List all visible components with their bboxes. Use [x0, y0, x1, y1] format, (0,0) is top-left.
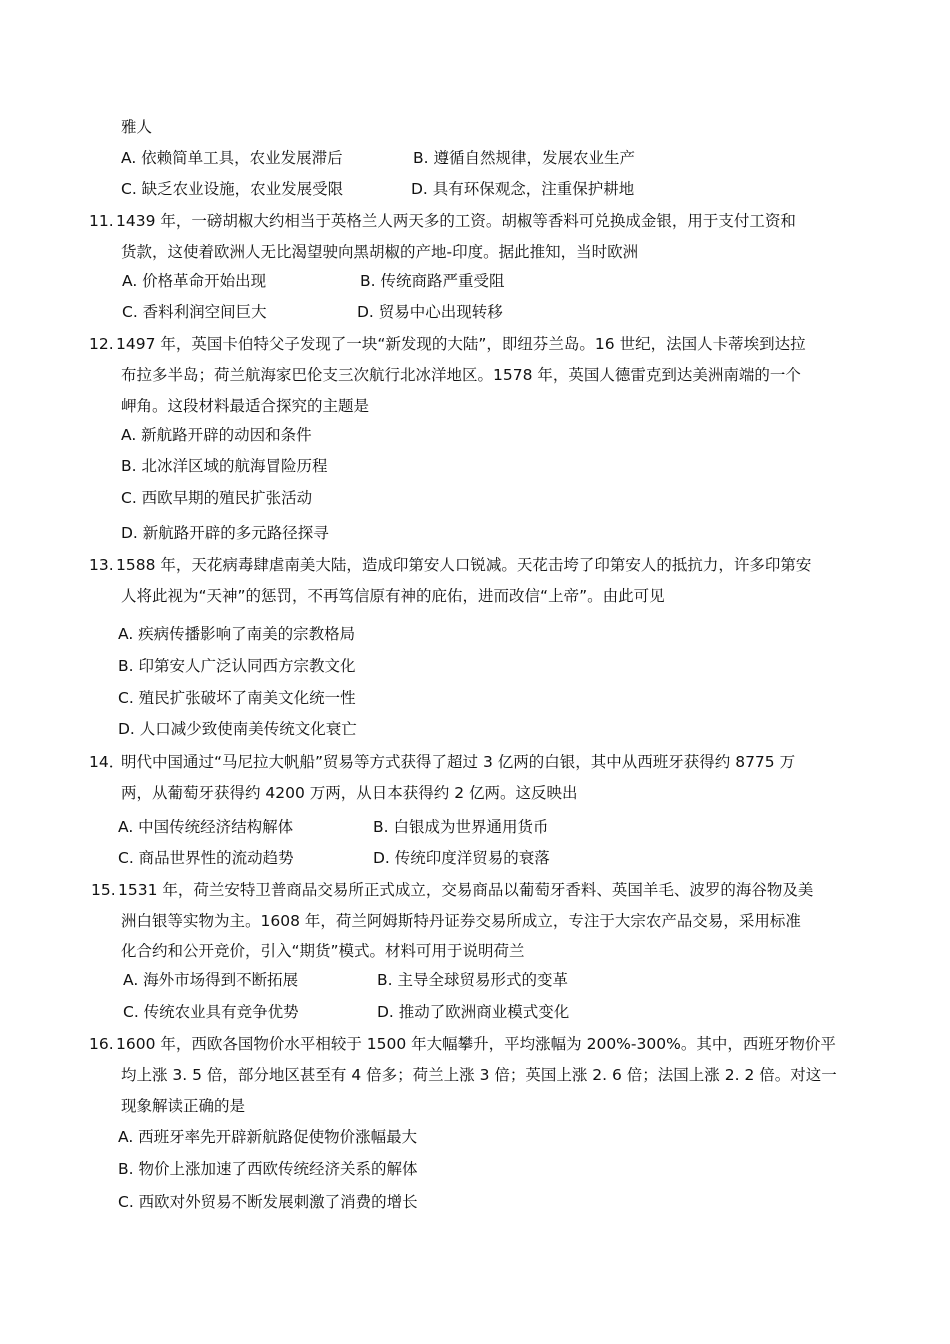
q13-option-d: D. 人口减少致使南美传统文化衰亡 — [118, 720, 357, 738]
q16-option-a: A. 西班牙率先开辟新航路促使物价涨幅最大 — [118, 1128, 418, 1146]
q11-stem-line-1: 1439 年，一磅胡椒大约相当于英格兰人两天多的工资。胡椒等香料可兑换成金银，用于支付工资和 — [116, 212, 796, 230]
q14-option-d: D. 传统印度洋贸易的衰落 — [373, 849, 550, 867]
q14-option-b: B. 白银成为世界通用货币 — [373, 818, 549, 836]
q16-option-c: C. 西欧对外贸易不断发展刺激了消费的增长 — [118, 1193, 418, 1211]
q10-stem-tail: 雅人 — [121, 118, 153, 136]
q16-stem-line-2: 均上涨 3. 5 倍，部分地区甚至有 4 倍多；荷兰上涨 3 倍；英国上涨 2. 6 倍；法国上涨 2. 2 倍。对这一 — [121, 1066, 837, 1084]
q11-option-d: D. 贸易中心出现转移 — [357, 303, 503, 321]
q13-stem-line-2: 人将此视为“天神”的惩罚，不再笃信原有神的庇佑，进而改信“上帝”。由此可见 — [121, 587, 665, 605]
q14-option-c: C. 商品世界性的流动趋势 — [118, 849, 294, 867]
q13-stem-line-1: 1588 年，天花病毒肆虐南美大陆，造成印第安人口锐减。天花击垮了印第安人的抵抗力，许多印第安 — [116, 556, 812, 574]
q10-option-d: D. 具有环保观念，注重保护耕地 — [411, 180, 635, 198]
q14-stem-line-1: 明代中国通过“马尼拉大帆船”贸易等方式获得了超过 3 亿两的白银，其中从西班牙获得约 8775 万 — [121, 753, 796, 771]
q14-stem-line-2: 两，从葡萄牙获得约 4200 万两，从日本获得约 2 亿两。这反映出 — [121, 784, 578, 802]
q11-stem-line-2: 货款，这使着欧洲人无比渴望驶向黑胡椒的产地-印度。据此推知，当时欧洲 — [121, 243, 639, 261]
q12-option-d: D. 新航路开辟的多元路径探寻 — [121, 524, 329, 542]
q15-option-c: C. 传统农业具有竞争优势 — [123, 1003, 299, 1021]
q11-option-a: A. 价格革命开始出现 — [122, 272, 267, 290]
q13-option-a: A. 疾病传播影响了南美的宗教格局 — [118, 625, 356, 643]
q10-option-c: C. 缺乏农业设施，农业发展受限 — [121, 180, 344, 198]
q15-number: 15. — [91, 881, 116, 899]
q13-option-b: B. 印第安人广泛认同西方宗教文化 — [118, 657, 356, 675]
q13-option-c: C. 殖民扩张破坏了南美文化统一性 — [118, 689, 356, 707]
q16-number: 16. — [89, 1035, 114, 1053]
q12-option-a: A. 新航路开辟的动因和条件 — [121, 426, 312, 444]
q16-stem-line-1: 1600 年，西欧各国物价水平相较于 1500 年大幅攀升，平均涨幅为 200%-300%。其中，西班牙物价平 — [116, 1035, 836, 1053]
q13-number: 13. — [89, 556, 114, 574]
q14-option-a: A. 中国传统经济结构解体 — [118, 818, 294, 836]
q12-stem-line-2: 布拉多半岛；荷兰航海家巴伦支三次航行北冰洋地区。1578 年，英国人德雷克到达美洲南端的一个 — [121, 366, 801, 384]
q15-option-b: B. 主导全球贸易形式的变革 — [377, 971, 568, 989]
q15-option-a: A. 海外市场得到不断拓展 — [123, 971, 299, 989]
q15-stem-line-3: 化合约和公开竞价，引入“期货”模式。材料可用于说明荷兰 — [121, 942, 525, 960]
q12-option-c: C. 西欧早期的殖民扩张活动 — [121, 489, 313, 507]
q11-option-c: C. 香料利润空间巨大 — [122, 303, 267, 321]
q12-number: 12. — [89, 335, 114, 353]
q15-stem-line-1: 1531 年，荷兰安特卫普商品交易所正式成立，交易商品以葡萄牙香料、英国羊毛、波罗的海谷物及美 — [118, 881, 814, 899]
q11-number: 11. — [89, 212, 114, 230]
q12-stem-line-1: 1497 年，英国卡伯特父子发现了一块“新发现的大陆”，即纽芬兰岛。16 世纪，法国人卡蒂埃到达拉 — [116, 335, 806, 353]
q10-option-a: A. 依赖简单工具，农业发展滞后 — [121, 149, 343, 167]
q16-stem-line-3: 现象解读正确的是 — [121, 1097, 246, 1115]
q16-option-b: B. 物价上涨加速了西欧传统经济关系的解体 — [118, 1160, 418, 1178]
q12-option-b: B. 北冰洋区域的航海冒险历程 — [121, 457, 328, 475]
q10-option-b: B. 遵循自然规律，发展农业生产 — [413, 149, 635, 167]
q15-stem-line-2: 洲白银等实物为主。1608 年，荷兰阿姆斯特丹证券交易所成立，专注于大宗农产品交易，采用标准 — [121, 912, 801, 930]
q15-option-d: D. 推动了欧洲商业模式变化 — [377, 1003, 570, 1021]
q12-stem-line-3: 岬角。这段材料最适合探究的主题是 — [121, 397, 370, 415]
q11-option-b: B. 传统商路严重受阻 — [360, 272, 505, 290]
q14-number: 14． — [89, 753, 125, 771]
